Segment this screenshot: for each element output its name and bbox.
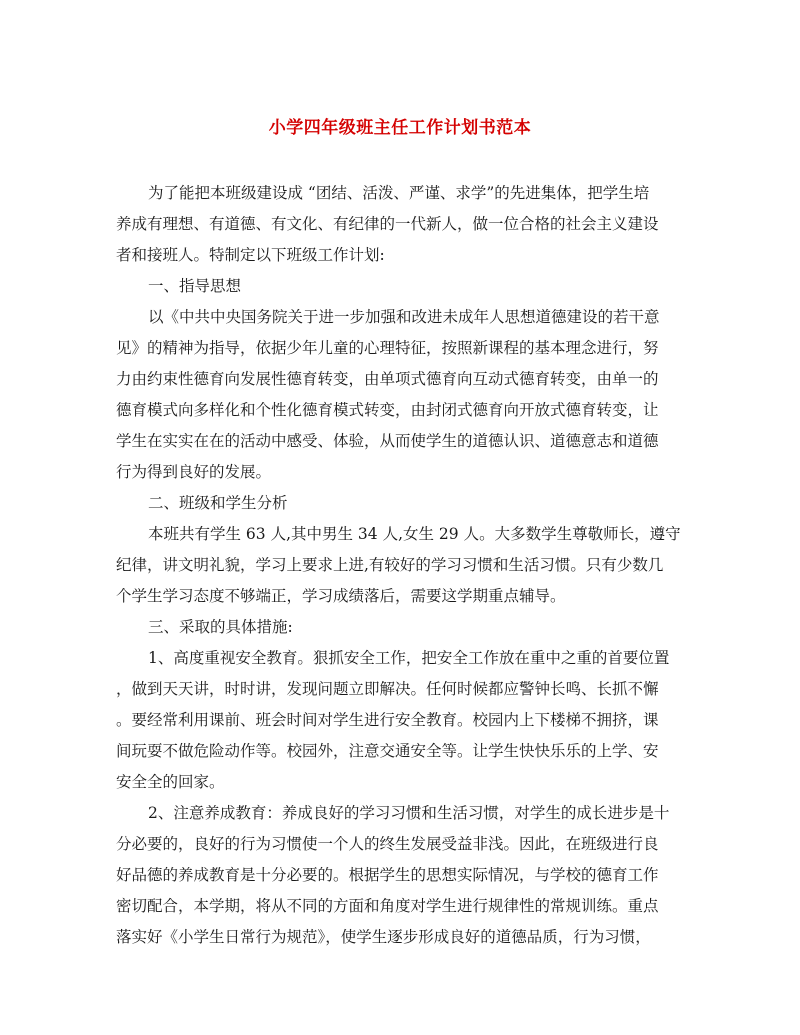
text-line: 以《中共中央国务院关于进一步加强和改进未成年人思想道德建设的若干意 (148, 308, 660, 326)
text-line: 德育模式向多样化和个性化德育模式转变，由封闭式德育向开放式德育转变，让 (116, 401, 659, 419)
text-line: 密切配合，本学期，将从不同的方面和角度对学生进行规律性的常规训练。重点 (116, 897, 659, 915)
text-line: 。要经常利用课前、班会时间对学生进行安全教育。校园内上下楼梯不拥挤，课 (116, 711, 659, 729)
text-line: 本班共有学生 63 人,其中男生 34 人,女生 29 人。大多数学生尊敬师长，遵守 (148, 525, 681, 543)
text-line: ，做到天天讲，时时讲，发现问题立即解决。任何时候都应警钟长鸣、长抓不懈 (116, 680, 659, 698)
text-line: 见》的精神为指导，依据少年儿童的心理特征，按照新课程的基本理念进行，努 (116, 339, 659, 357)
text-line: 1、高度重视安全教育。狠抓安全工作，把安全工作放在重中之重的首要位置 (148, 649, 670, 667)
text-line: 个学生学习态度不够端正，学习成绩落后，需要这学期重点辅导。 (116, 587, 566, 605)
text-line: 分必要的，良好的行为习惯使一个人的终生发展受益非浅。因此，在班级进行良 (116, 835, 659, 853)
text-line: 安全全的回家。 (116, 773, 225, 791)
document-title: 小学四年级班主任工作计划书范本 (268, 118, 532, 138)
text-line: 力由约束性德育向发展性德育转变，由单项式德育向互动式德育转变，由单一的 (116, 370, 659, 388)
text-line: 落实好《小学生日常行为规范》，使学生逐步形成良好的道德品质，行为习惯， (116, 928, 651, 946)
document-body (116, 178, 686, 953)
text-line: 为了能把本班级建设成 “团结、活泼、严谨、求学”的先进集体，把学生培 (148, 184, 650, 202)
text-line: 好品德的养成教育是十分必要的。根据学生的思想实际情况，与学校的德育工作 (116, 866, 659, 884)
text-line: 学生在实实在在的活动中感受、体验，从而使学生的道德认识、道德意志和道德 (116, 432, 659, 450)
text-line: 2、注意养成教育：养成良好的学习习惯和生活习惯，对学生的成长进步是十 (148, 804, 670, 822)
text-line: 养成有理想、有道德、有文化、有纪律的一代新人，做一位合格的社会主义建设 (116, 215, 659, 233)
text-line: 行为得到良好的发展。 (116, 463, 272, 481)
text-line: 间玩耍不做危险动作等。校园外，注意交通安全等。让学生快快乐乐的上学、安 (116, 742, 659, 760)
text-line: 纪律，讲文明礼貌，学习上要求上进,有较好的学习习惯和生活习惯。只有少数几 (116, 556, 664, 574)
text-line: 二、班级和学生分析 (148, 494, 288, 512)
text-line: 者和接班人。特制定以下班级工作计划: (116, 246, 385, 264)
text-line: 一、指导思想 (148, 277, 242, 295)
text-line: 三、采取的具体措施: (148, 618, 293, 636)
